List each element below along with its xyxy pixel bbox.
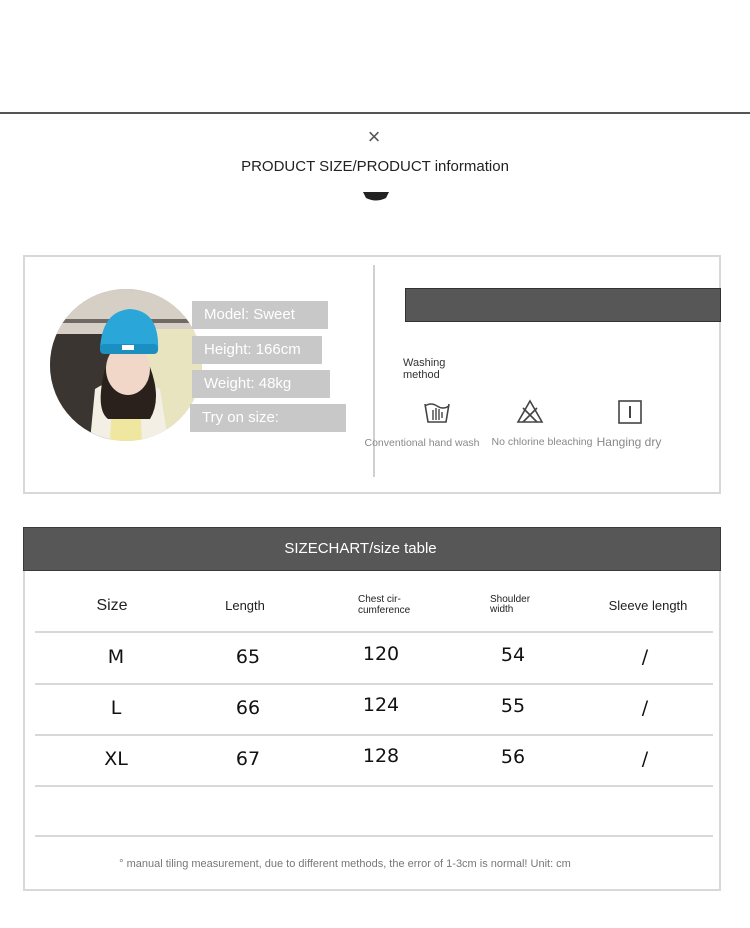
table-cell-length: 67 xyxy=(235,748,261,770)
table-row-divider xyxy=(35,785,713,787)
table-cell-chest: 120 xyxy=(362,643,400,665)
washing-method-label: Washing method xyxy=(403,357,446,381)
table-cell-shoulder: 54 xyxy=(500,644,526,666)
table-row-divider xyxy=(35,835,713,837)
chevron-down-icon xyxy=(362,190,390,202)
model-photo xyxy=(50,289,202,441)
top-divider xyxy=(0,112,750,114)
table-cell-length: 66 xyxy=(235,697,261,719)
model-weight-label: Weight: 48kg xyxy=(192,370,330,398)
column-header-chest: Chest cir-cumference xyxy=(358,594,411,616)
table-row-divider xyxy=(35,631,713,633)
table-cell-chest: 124 xyxy=(362,694,400,716)
column-header-length: Length xyxy=(225,598,265,613)
care-label-hanging-dry: Hanging dry xyxy=(596,435,662,449)
size-chart-title: SIZECHART/size table xyxy=(284,540,437,557)
table-row-divider xyxy=(35,734,713,736)
table-cell-sleeve: / xyxy=(641,646,649,668)
column-header-shoulder: Shoulder width xyxy=(490,594,531,615)
table-cell-size: M xyxy=(107,646,125,668)
model-height-label: Height: 166cm xyxy=(192,336,322,364)
table-cell-size: L xyxy=(110,697,122,719)
care-label-no-chlorine: No chlorine bleaching xyxy=(491,436,593,448)
table-cell-sleeve: / xyxy=(641,748,649,770)
no-chlorine-bleach-icon xyxy=(516,398,544,426)
table-cell-sleeve: / xyxy=(641,697,649,719)
hand-wash-icon xyxy=(423,398,451,426)
care-label-hand-wash: Conventional hand wash xyxy=(364,437,480,449)
close-icon: × xyxy=(367,124,381,149)
hanging-dry-icon xyxy=(616,398,644,426)
care-header-bar xyxy=(405,288,721,322)
column-header-sleeve: Sleeve length xyxy=(608,598,688,613)
table-cell-size: XL xyxy=(104,748,128,770)
table-row-divider xyxy=(35,683,713,685)
try-on-size-label: Try on size: xyxy=(190,404,346,432)
model-name-label: Model: Sweet xyxy=(192,301,328,329)
measurement-footnote: ° manual tiling measurement, due to different methods, the error of 1-3cm is normal! Unit: cm xyxy=(119,858,571,870)
table-cell-length: 65 xyxy=(235,646,261,668)
table-cell-shoulder: 55 xyxy=(500,695,526,717)
page-title: PRODUCT SIZE/PRODUCT information xyxy=(241,158,509,175)
table-cell-chest: 128 xyxy=(362,745,400,767)
table-cell-shoulder: 56 xyxy=(500,746,526,768)
column-header-size: Size xyxy=(96,597,128,614)
